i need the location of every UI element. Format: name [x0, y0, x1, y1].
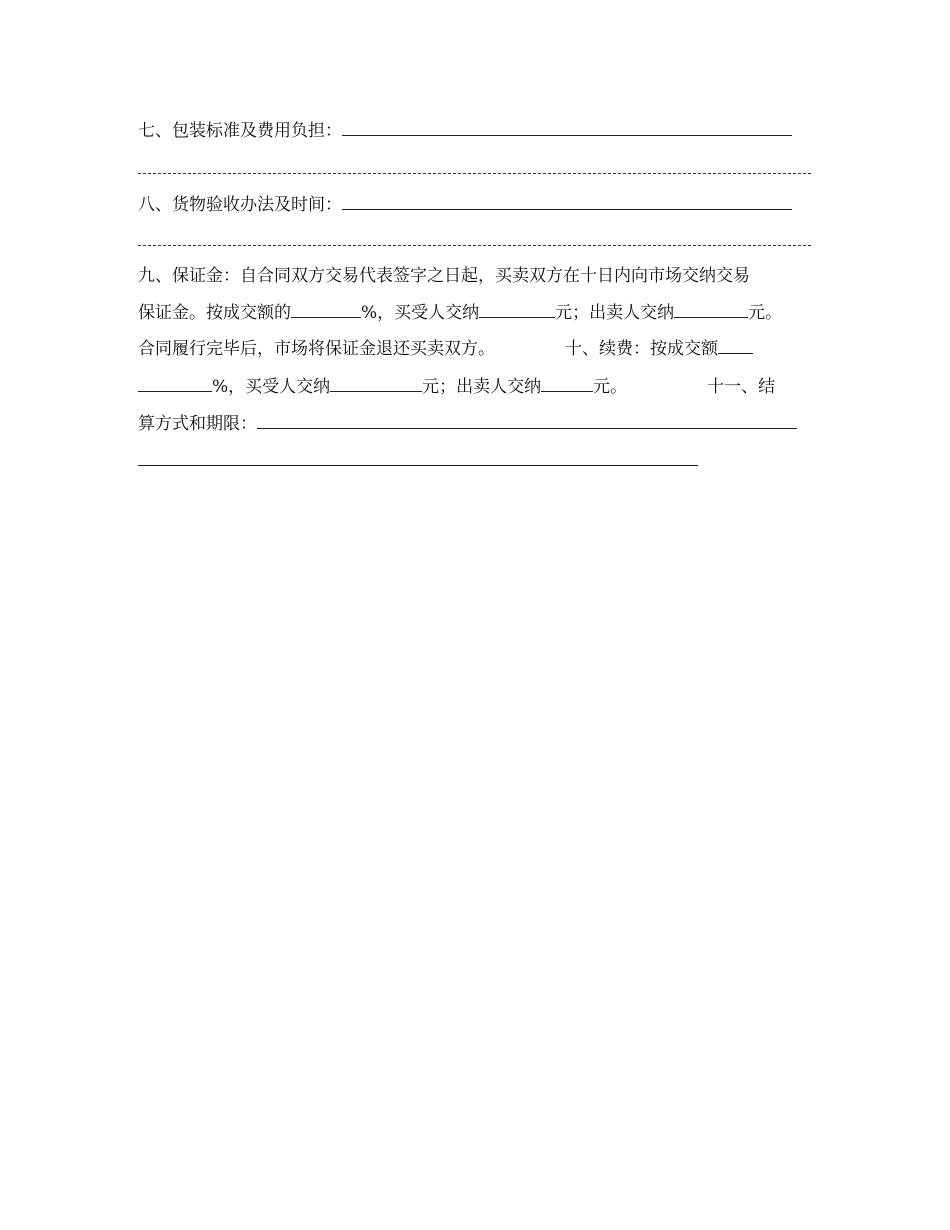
clause-9-text-1: 九、保证金：自合同双方交易代表签字之日起，买卖双方在十日内向市场交纳交易 — [138, 266, 750, 286]
clause-10-text-b: %，买受人交纳 — [212, 377, 331, 397]
clause-10-line-2 — [138, 374, 813, 398]
clause-9-percent-blank[interactable] — [291, 300, 361, 318]
clause-9-seller-amount-blank[interactable] — [674, 300, 748, 318]
clause-7-continuation-rule[interactable] — [138, 173, 811, 174]
clause-10-buyer-amount-blank[interactable] — [330, 374, 422, 392]
clause-9-line-3 — [138, 336, 813, 360]
clause-11-label-b: 算方式和期限： — [138, 414, 257, 434]
clause-11-blank[interactable] — [257, 411, 797, 429]
clause-10-text-d: 元。 — [593, 377, 628, 397]
clause-8-blank[interactable] — [342, 192, 792, 210]
clause-10-percent-blank-b[interactable] — [138, 374, 212, 392]
clause-9-text-2a: 保证金。按成交额的 — [138, 303, 291, 323]
clause-10-text-c: 元；出卖人交纳 — [422, 377, 542, 397]
clause-7-line — [138, 118, 813, 142]
clause-9-line-2 — [138, 300, 838, 324]
clause-9-text-3: 合同履行完毕后，市场将保证金退还买卖双方。 — [138, 339, 495, 359]
clause-9-text-2b: %，买受人交纳 — [361, 303, 480, 323]
clause-9-text-2d: 元。 — [748, 303, 783, 323]
clause-11-line — [138, 411, 813, 435]
clause-10-seller-amount-blank[interactable] — [541, 374, 593, 392]
clause-11-continuation-rule[interactable] — [138, 465, 698, 466]
clause-7-label: 七、包装标准及费用负担： — [138, 121, 342, 141]
clause-7-blank[interactable] — [342, 118, 792, 136]
clause-9-text-2c: 元；出卖人交纳 — [555, 303, 675, 323]
clause-11-label-a: 十一、结 — [707, 377, 776, 397]
clause-9-buyer-amount-blank[interactable] — [479, 300, 555, 318]
clause-8-continuation-rule[interactable] — [138, 245, 811, 246]
clause-9-line-1 — [138, 264, 813, 288]
clause-10-label: 十、续费：按成交额 — [565, 339, 718, 359]
clause-8-line — [138, 192, 813, 216]
clause-10-percent-blank-a[interactable] — [718, 336, 753, 354]
clause-8-label: 八、货物验收办法及时间： — [138, 195, 342, 215]
